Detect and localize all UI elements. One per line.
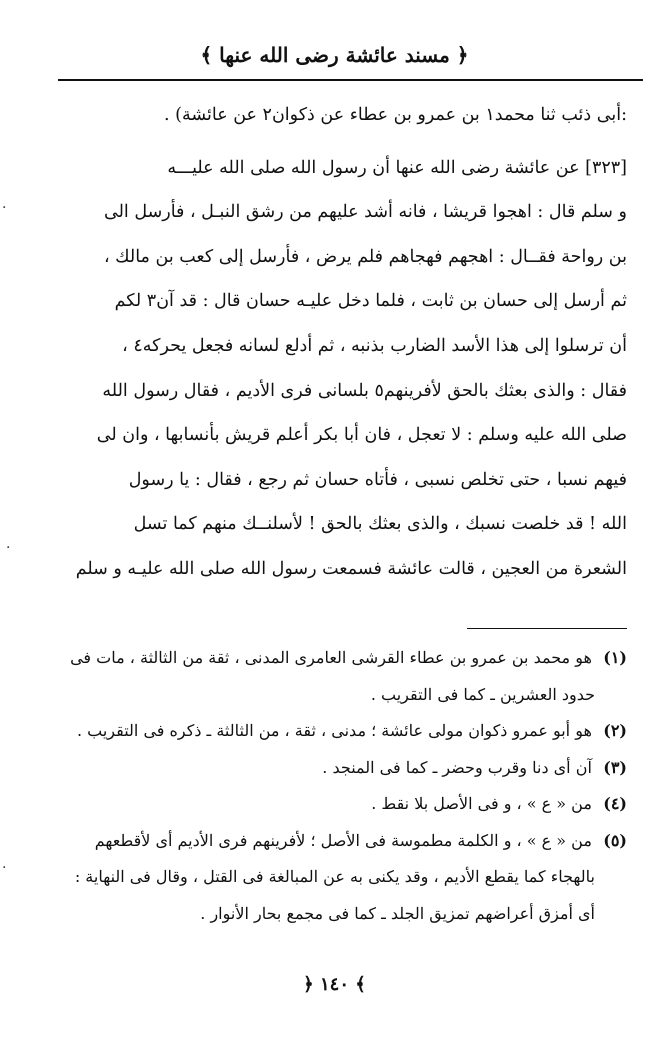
page-header-title: ﴿ مسند عائشة رضى الله عنها ﴾ (200, 43, 469, 67)
text-line: الله ! قد خلصت نسبك ، والذى بعثك بالحق ! لأسلنــك منهم كما تسل (133, 514, 627, 535)
text-line: أن ترسلوا إلى هذا الأسد الضارب بذنبه ، ثم أدلع لسانه فجعل يحركه٤ ، (122, 335, 627, 356)
text-line: [٣٢٣] عن عائشة رضى الله عنها أن رسول الله صلى الله عليـــه (167, 157, 627, 178)
footnote-text: من « ع » ، و فى الأصل بلا نقط . (371, 794, 592, 813)
footnote-3 (52, 750, 627, 787)
footnote-text-continued: حدود العشرين ـ كما فى التقريب . (370, 684, 595, 704)
margin-mark: · (2, 860, 7, 876)
text-line: ثم أرسل إلى حسان بن ثابت ، فلما دخل عليـه حسان قال : قد آن٣ لكم (114, 291, 627, 312)
footnote-text: هو أبو عمرو ذكوان مولى عائشة ؛ مدنى ، ثقة ، من الثالثة ـ ذكره فى التقريب . (76, 721, 592, 740)
text-line: :أبى ذئب ثنا محمد١ بن عمرو بن عطاء عن ذكوان٢ عن عائشة) . (164, 105, 627, 125)
page-number: ﴿ ١٤٠ ﴾ (303, 974, 366, 995)
footnote-text: آن أى دنا وقرب وحضر ـ كما فى المنجد . (322, 757, 592, 777)
header-rule (58, 79, 643, 81)
footnote-text-continued: أى أمزق أعراضهم تمزيق الجلد ـ كما فى مجمع بحار الأنوار . (200, 903, 595, 923)
footnote-2 (52, 713, 627, 750)
footnote-4 (52, 786, 627, 823)
text-line: الشعرة من العجين ، قالت عائشة فسمعت رسول الله صلى الله عليـه و سلم (75, 558, 627, 579)
footnote-text: هو محمد بن عمرو بن عطاء القرشى العامرى المدنى ، ثقة من الثالثة ، مات فى (70, 648, 592, 667)
text-line: فيهم نسبا ، حتى تخلص نسبى ، فأتاه حسان ثم رجع ، فقال : يا رسول (128, 469, 627, 490)
text-line: و سلم قال : اهجوا قريشا ، فانه أشد عليهم من رشق النبـل ، فأرسل الى (103, 202, 627, 223)
text-line: فقال : والذى بعثك بالحق لأفرينهم٥ بلسانى فرى الأديم ، فقال رسول الله (102, 380, 627, 401)
footnote-mark: (٥) (603, 830, 627, 850)
footnotes (52, 640, 627, 932)
footnote-mark: (٤) (603, 794, 627, 813)
footnote-text: من « ع » ، و الكلمة مطموسة فى الأصل ؛ لأفرينهم فرى الأديم أى لأقطعهم (94, 830, 592, 850)
margin-mark: · (2, 200, 7, 216)
footnote-rule (467, 628, 627, 629)
main-text (59, 93, 627, 592)
footnote-text-continued: بالهجاء كما يقطع الأديم ، وقد يكنى به عن المبالغة فى القتل ، وقال فى النهاية : (74, 867, 595, 886)
footnote-mark: (٢) (603, 721, 627, 740)
text-line: صلى الله عليه وسلم : لا تعجل ، فان أبا بكر أعلم قريش بأنسابها ، وان لى (96, 425, 627, 446)
footnote-mark: (١) (603, 648, 627, 667)
margin-mark: · (6, 540, 11, 556)
footnote-5 (52, 823, 627, 860)
footnote-1 (52, 640, 627, 677)
text-line: بن رواحة فقــال : اهجهم فهجاهم فلم يرض ، فأرسل إلى كعب بن مالك ، (103, 246, 627, 267)
footnote-mark: (٣) (603, 757, 627, 777)
